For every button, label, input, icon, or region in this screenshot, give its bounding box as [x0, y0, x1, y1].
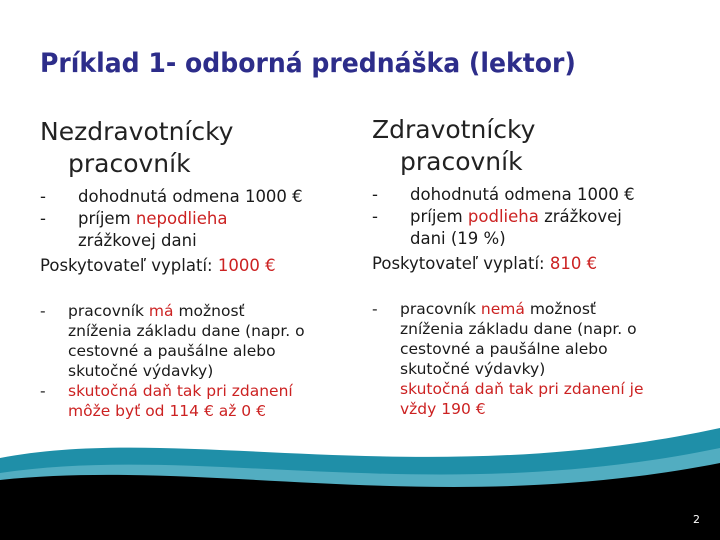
right-note-1: - pracovník nemá možnosť	[372, 300, 596, 318]
left-note-1-l3: cestovné a paušálne alebo	[68, 342, 276, 360]
right-item-2-cont: dani (19 %)	[410, 229, 506, 248]
right-item-1: - dohodnutá odmena 1000 €	[372, 185, 635, 204]
left-column	[40, 116, 360, 421]
right-note-1-l4: skutočné výdavky)	[400, 360, 546, 378]
left-note-1: - pracovník má možnosť	[40, 302, 245, 320]
left-heading-line2: pracovník	[68, 149, 191, 178]
left-payout: Poskytovateľ vyplatí: 1000 €	[40, 256, 276, 275]
left-item-2: - príjem nepodlieha	[40, 209, 228, 228]
right-payout: Poskytovateľ vyplatí: 810 €	[372, 254, 598, 273]
left-item-2-cont: zrážkovej dani	[78, 231, 197, 250]
left-note-2: - skutočná daň tak pri zdanení	[40, 382, 293, 400]
slide-title: Príklad 1- odborná prednáška (lektor)	[40, 48, 576, 79]
left-heading	[40, 116, 360, 180]
left-note-1-l2: zníženia základu dane (napr. o	[68, 322, 305, 340]
right-heading-line2: pracovník	[400, 147, 523, 176]
left-heading-line1: Nezdravotnícky	[40, 117, 234, 146]
right-note-1-l2: zníženia základu dane (napr. o	[400, 320, 637, 338]
right-note-1-l3: cestovné a paušálne alebo	[400, 340, 608, 358]
right-column	[372, 114, 702, 419]
page-number: 2	[693, 513, 700, 526]
left-note-1-l4: skutočné výdavky)	[68, 362, 214, 380]
right-note-2: skutočná daň tak pri zdanení je	[400, 380, 644, 398]
left-note-2-l2: môže byť od 114 € až 0 €	[68, 402, 266, 420]
left-item-1: - dohodnutá odmena 1000 €	[40, 187, 303, 206]
footer-wave-decoration	[0, 418, 720, 540]
right-item-2: - príjem podlieha zrážkovej	[372, 207, 622, 226]
right-heading	[372, 114, 702, 178]
right-heading-line1: Zdravotnícky	[372, 115, 536, 144]
right-note-2-l2: vždy 190 €	[400, 400, 486, 418]
